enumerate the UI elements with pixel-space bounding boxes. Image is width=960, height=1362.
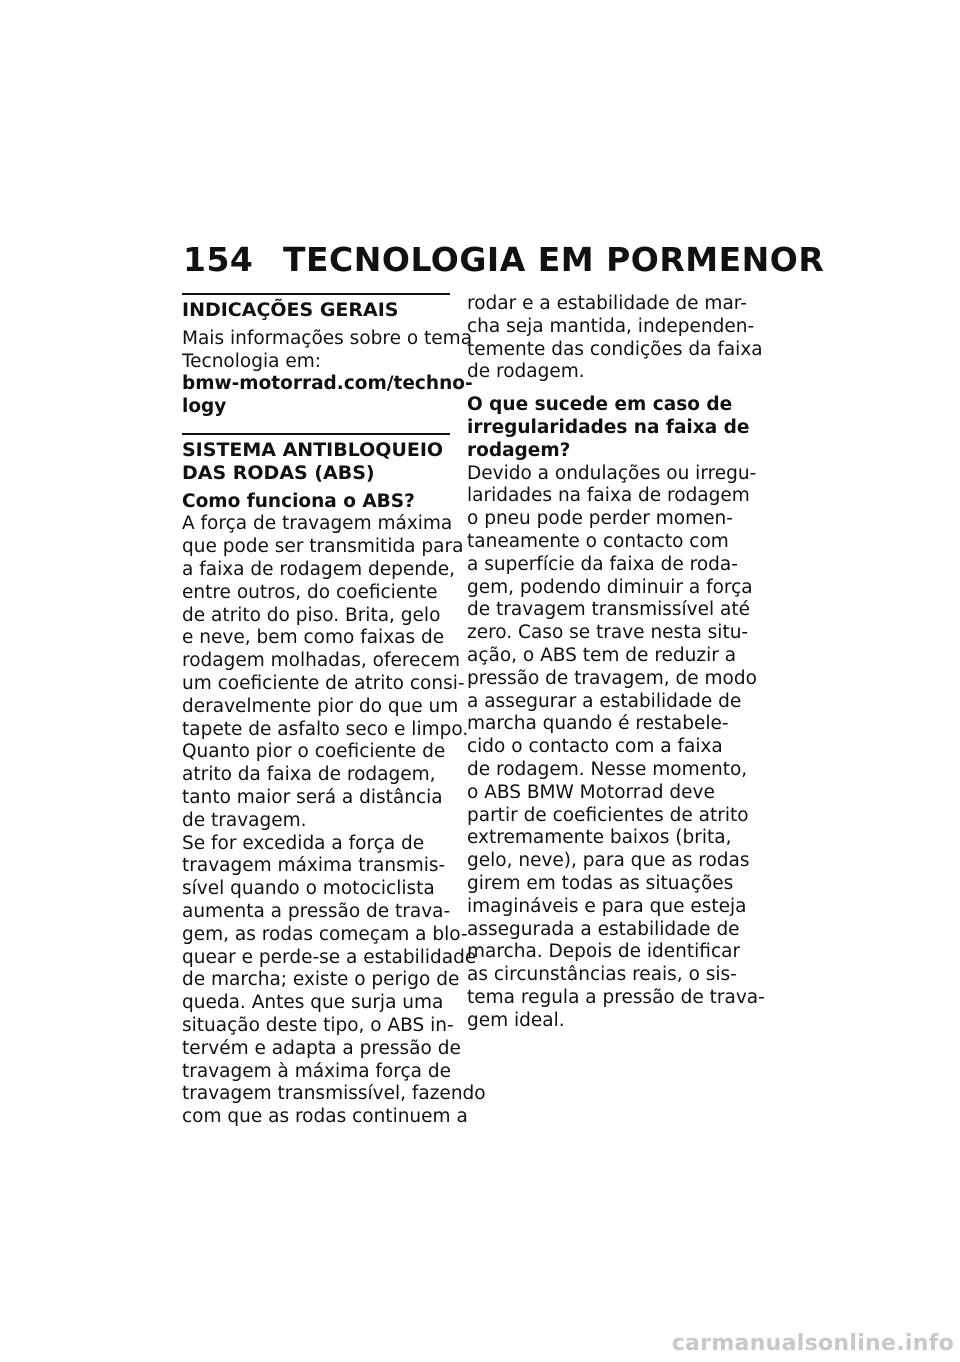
right-column: [467, 293, 765, 1033]
section-title-abs: SISTEMA ANTIBLOQUEIO DAS RODAS (ABS): [182, 438, 444, 484]
general-text: Mais informações sobre o tema Tecnologia em:: [182, 327, 473, 372]
section-rule: [182, 433, 450, 435]
page-number: 154: [183, 240, 254, 279]
page-header: [183, 240, 824, 279]
section-rule: [182, 293, 450, 295]
page-title: TECNOLOGIA EM PORMENOR: [283, 240, 825, 279]
technology-link[interactable]: bmw-motorrad.com/techno- logy: [182, 373, 473, 418]
abs-paragraph-2: Se for excedida a força de travagem máxima transmis- sível quando o motociclista aumenta a pressão de trava- gem, as rodas começam a blo- quear e perde-se a estabilidade de marcha; existe o perigo de queda. Antes que surja uma situação deste tipo, o ABS in- tervém e adapta a pressão de travagem à máxima força de travagem transmissível, fazendo com que as rodas continuem a: [182, 832, 486, 1128]
subheading-how-abs-works: Como funciona o ABS?: [182, 490, 415, 512]
left-column: [182, 293, 486, 1129]
section-title-general: INDICAÇÕES GERAIS: [182, 299, 399, 321]
abs-paragraph-4: Devido a ondulações ou irregu- laridades na faixa de rodagem o pneu pode perder momen- taneamente o contacto com a superfície da faixa de roda- gem, podendo diminuir a força de travagem transmissível até zero. Caso se trave nesta situ- ação, o ABS tem de reduzir a pressão de travagem, de modo a assegurar a estabilidade de marcha quando é restabele- cido o contacto com a faixa de rodagem. Nesse momento, o ABS BMW Motorrad deve partir de coeficientes de atrito extremamente baixos (brita, gelo, neve), para que as rodas girem em todas as situações imagináveis e para que esteja assegurada a estabilidade de marcha. Depois de identificar as circunstâncias reais, o sis- tema regula a pressão de trava- gem ideal.: [467, 462, 765, 1031]
abs-paragraph-3: rodar e a estabilidade de mar- cha seja mantida, independen- temente das condições da faixa de rodagem.: [467, 293, 763, 383]
subheading-irregularities: O que sucede em caso de irregularidades na faixa de rodagem?: [467, 394, 750, 461]
abs-paragraph-1: A força de travagem máxima que pode ser transmitida para a faixa de rodagem depende, entre outros, do coeficiente de atrito do piso. Brita, gelo e neve, bem como faixas de rodagem molhadas, oferecem um coeficiente de atrito consi- deravelmente pior do que um tapete de asfalto seco e limpo. Quanto pior o coeficiente de atrito da faixa de rodagem, tanto maior será a distância de travagem.: [182, 513, 469, 831]
watermark: carmanualsonline.info: [671, 1331, 954, 1356]
